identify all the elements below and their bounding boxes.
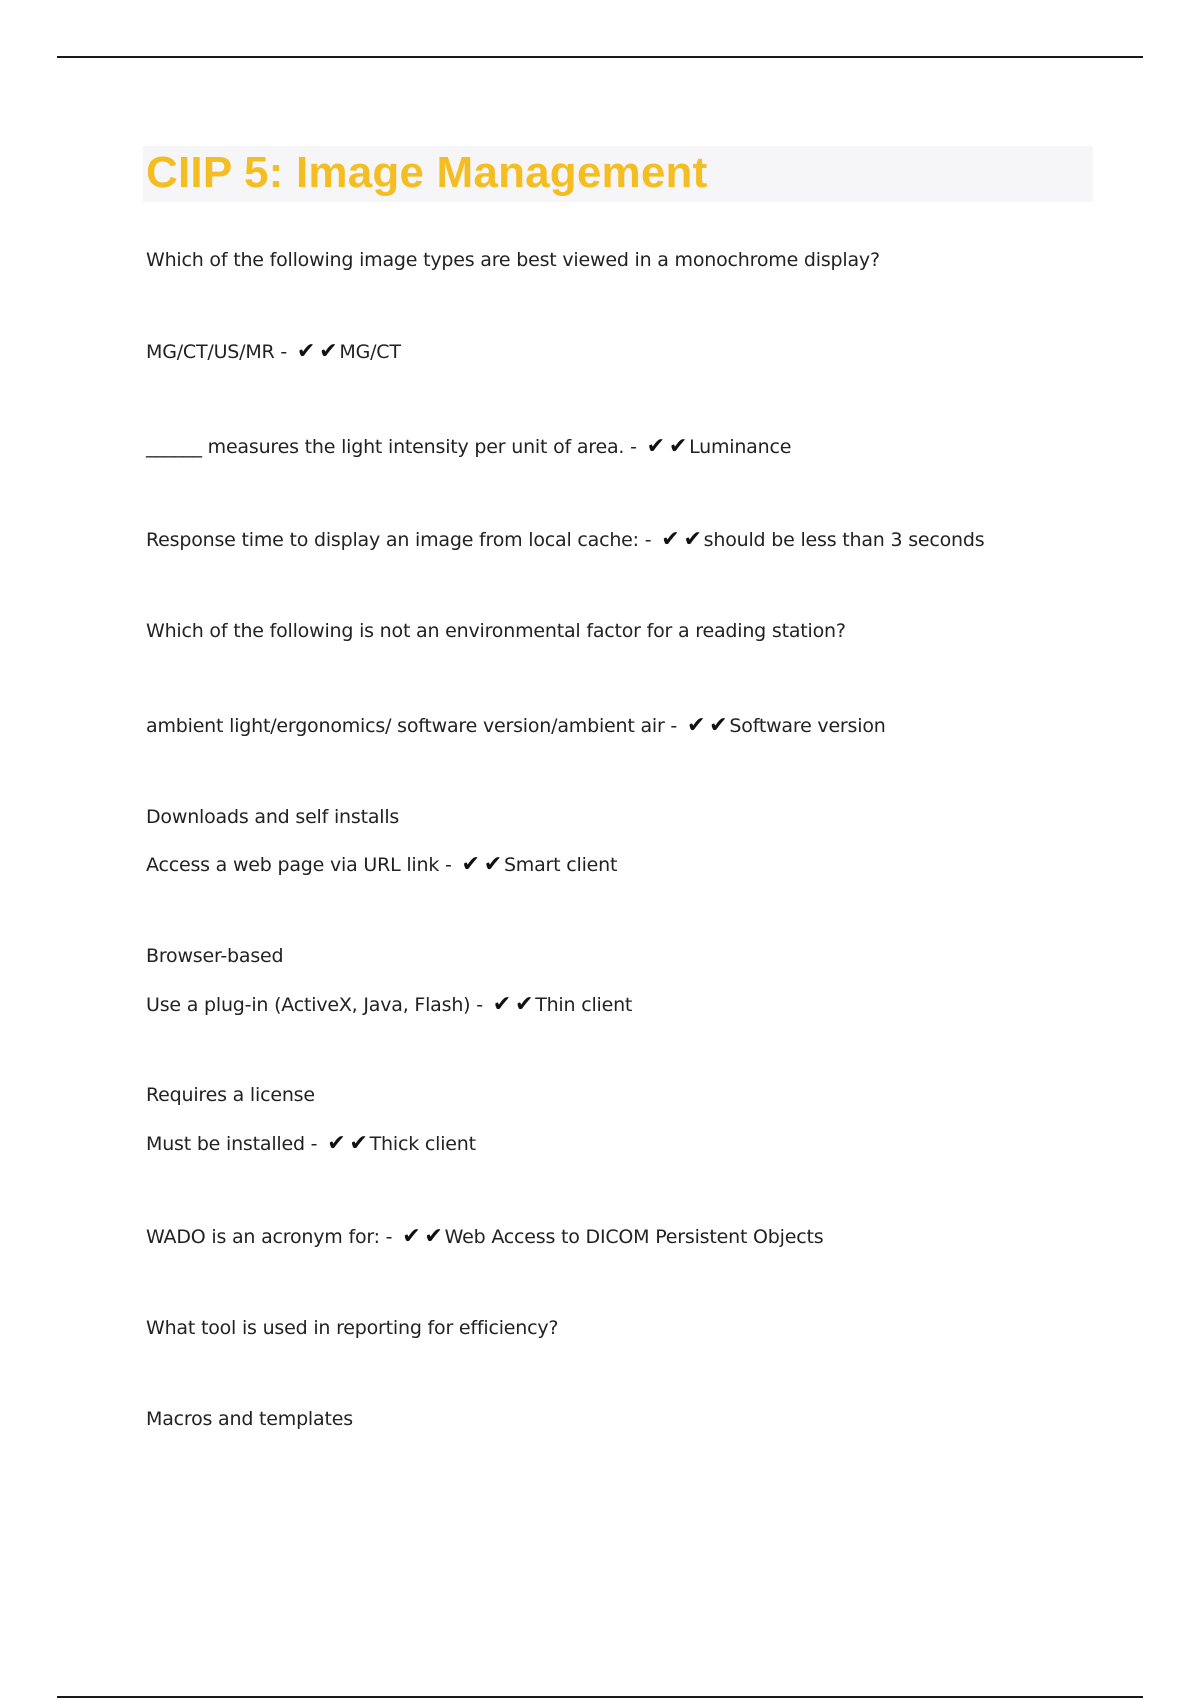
checkmark-icon: ✔	[683, 527, 702, 552]
question-line	[146, 618, 846, 644]
question-text: Macros and templates	[146, 1408, 353, 1430]
answer-text: Luminance	[689, 436, 792, 458]
checkmark-icon: ✔	[319, 339, 338, 364]
question-line	[146, 1315, 558, 1341]
checkmark-icon: ✔	[514, 992, 534, 1017]
question-text: Which of the following is not an environmental factor for a reading station?	[146, 620, 846, 642]
question-prefix: ______ measures the light intensity per unit of area. -	[146, 436, 637, 458]
answer-line	[146, 339, 401, 365]
answer-line	[146, 527, 984, 553]
question-text: Downloads and self installs	[146, 806, 400, 828]
answer-text: Software version	[729, 715, 886, 737]
checkmark-icon: ✔	[709, 713, 728, 738]
question-text: Requires a license	[146, 1084, 315, 1106]
question-prefix: Use a plug-in (ActiveX, Java, Flash) -	[146, 994, 483, 1016]
question-line	[146, 804, 399, 830]
checkmark-icon: ✔	[349, 1131, 368, 1156]
question-prefix: Response time to display an image from local cache: -	[146, 529, 652, 551]
question-text: Which of the following image types are best viewed in a monochrome display?	[146, 249, 880, 271]
answer-text: should be less than 3 seconds	[703, 529, 985, 551]
question-prefix: WADO is an acronym for: -	[146, 1226, 393, 1248]
checkmark-icon: ✔	[646, 434, 665, 459]
checkmark-icon: ✔	[424, 1224, 443, 1249]
bottom-rule	[57, 1696, 1143, 1698]
checkmark-icon: ✔	[492, 992, 511, 1017]
question-text: Browser-based	[146, 945, 284, 967]
page-title: CIIP 5: Image Management	[146, 148, 708, 197]
question-line	[146, 247, 880, 273]
checkmark-icon: ✔	[296, 339, 316, 364]
checkmark-icon: ✔	[661, 527, 680, 552]
answer-text: Web Access to DICOM Persistent Objects	[444, 1226, 824, 1248]
checkmark-icon: ✔	[402, 1224, 421, 1249]
answer-line	[146, 713, 886, 739]
question-line	[146, 1406, 353, 1432]
answer-line	[146, 1131, 476, 1157]
answer-line	[146, 992, 632, 1018]
answer-text: MG/CT	[339, 341, 401, 363]
answer-text: Thick client	[369, 1133, 476, 1155]
answer-text: Smart client	[503, 854, 618, 876]
question-line	[146, 943, 283, 969]
answer-line	[146, 852, 617, 878]
question-prefix: MG/CT/US/MR -	[146, 341, 288, 363]
answer-line	[146, 434, 791, 460]
question-prefix: Access a web page via URL link -	[146, 854, 452, 876]
checkmark-icon: ✔	[483, 852, 502, 877]
answer-text: Thin client	[535, 994, 633, 1016]
checkmark-icon: ✔	[327, 1131, 346, 1156]
question-prefix: ambient light/ergonomics/ software version/ambient air -	[146, 715, 678, 737]
answer-line	[146, 1224, 823, 1250]
checkmark-icon: ✔	[686, 713, 706, 738]
checkmark-icon: ✔	[461, 852, 480, 877]
question-prefix: Must be installed -	[146, 1133, 318, 1155]
checkmark-icon: ✔	[668, 434, 688, 459]
question-line	[146, 1082, 315, 1108]
top-rule	[57, 56, 1143, 58]
question-text: What tool is used in reporting for efficiency?	[146, 1317, 559, 1339]
